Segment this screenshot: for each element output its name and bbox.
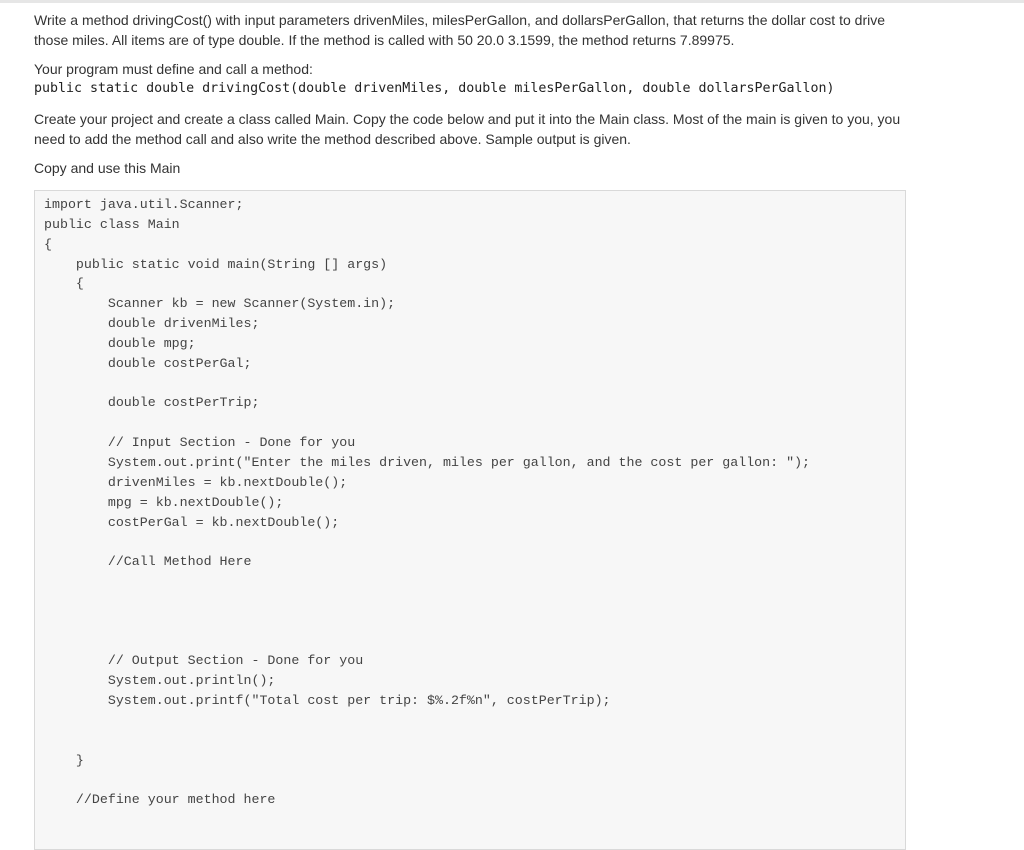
code-line: double mpg;	[44, 335, 196, 351]
top-divider	[0, 0, 1024, 3]
code-line: mpg = kb.nextDouble();	[44, 494, 284, 510]
code-line	[44, 770, 810, 790]
code-line: {	[44, 236, 52, 252]
code-line	[44, 731, 810, 751]
code-line: System.out.print("Enter the miles driven, miles per gallon, and the cost per gallon: ");	[44, 454, 811, 470]
code-line: public class Main	[44, 216, 180, 232]
code-line	[44, 532, 810, 552]
method-requirement: Your program must define and call a method:	[34, 61, 313, 77]
code-line: drivenMiles = kb.nextDouble();	[44, 474, 348, 490]
code-line: }	[44, 752, 84, 768]
code-line: //Call Method Here	[44, 554, 252, 570]
question-content	[34, 10, 914, 178]
code-line: //Define your method here	[44, 792, 276, 808]
code-line: // Output Section - Done for you	[44, 653, 364, 669]
code-lines	[44, 195, 810, 810]
code-line	[44, 711, 810, 731]
code-line: // Input Section - Done for you	[44, 435, 356, 451]
code-line: double costPerTrip;	[44, 395, 260, 411]
code-line: import java.util.Scanner;	[44, 197, 244, 212]
code-line	[44, 632, 810, 652]
code-line: double costPerGal;	[44, 355, 252, 371]
code-line: public static void main(String [] args)	[44, 256, 388, 272]
code-line: System.out.printf("Total cost per trip: $%.2f%n", costPerTrip);	[44, 693, 611, 709]
task-description: Write a method drivingCost() with input parameters drivenMiles, milesPerGallon, and dollarsPerGallon, that returns the dollar cost to drive those miles. All items are of type double. If the method is called with 50 20.0 3.1599, the method returns 7.89975.	[34, 12, 885, 48]
code-block	[34, 190, 906, 850]
method-signature: public static double drivingCost(double drivenMiles, double milesPerGallon, double dollarsPerGallon)	[34, 81, 835, 96]
project-instructions: Create your project and create a class called Main. Copy the code below and put it into the Main class. Most of the main is given to you, you need to add the method call and also write the method described above. Sample output is given.	[34, 111, 901, 147]
code-line	[44, 592, 810, 612]
code-line: {	[44, 276, 84, 292]
code-line: double drivenMiles;	[44, 316, 260, 332]
copy-main-label: Copy and use this Main	[34, 160, 181, 176]
code-line: System.out.println();	[44, 673, 276, 689]
code-line: costPerGal = kb.nextDouble();	[44, 514, 340, 530]
code-line: Scanner kb = new Scanner(System.in);	[44, 296, 396, 312]
code-line	[44, 612, 810, 632]
code-line	[44, 572, 810, 592]
code-line	[44, 413, 810, 433]
code-line	[44, 374, 810, 394]
